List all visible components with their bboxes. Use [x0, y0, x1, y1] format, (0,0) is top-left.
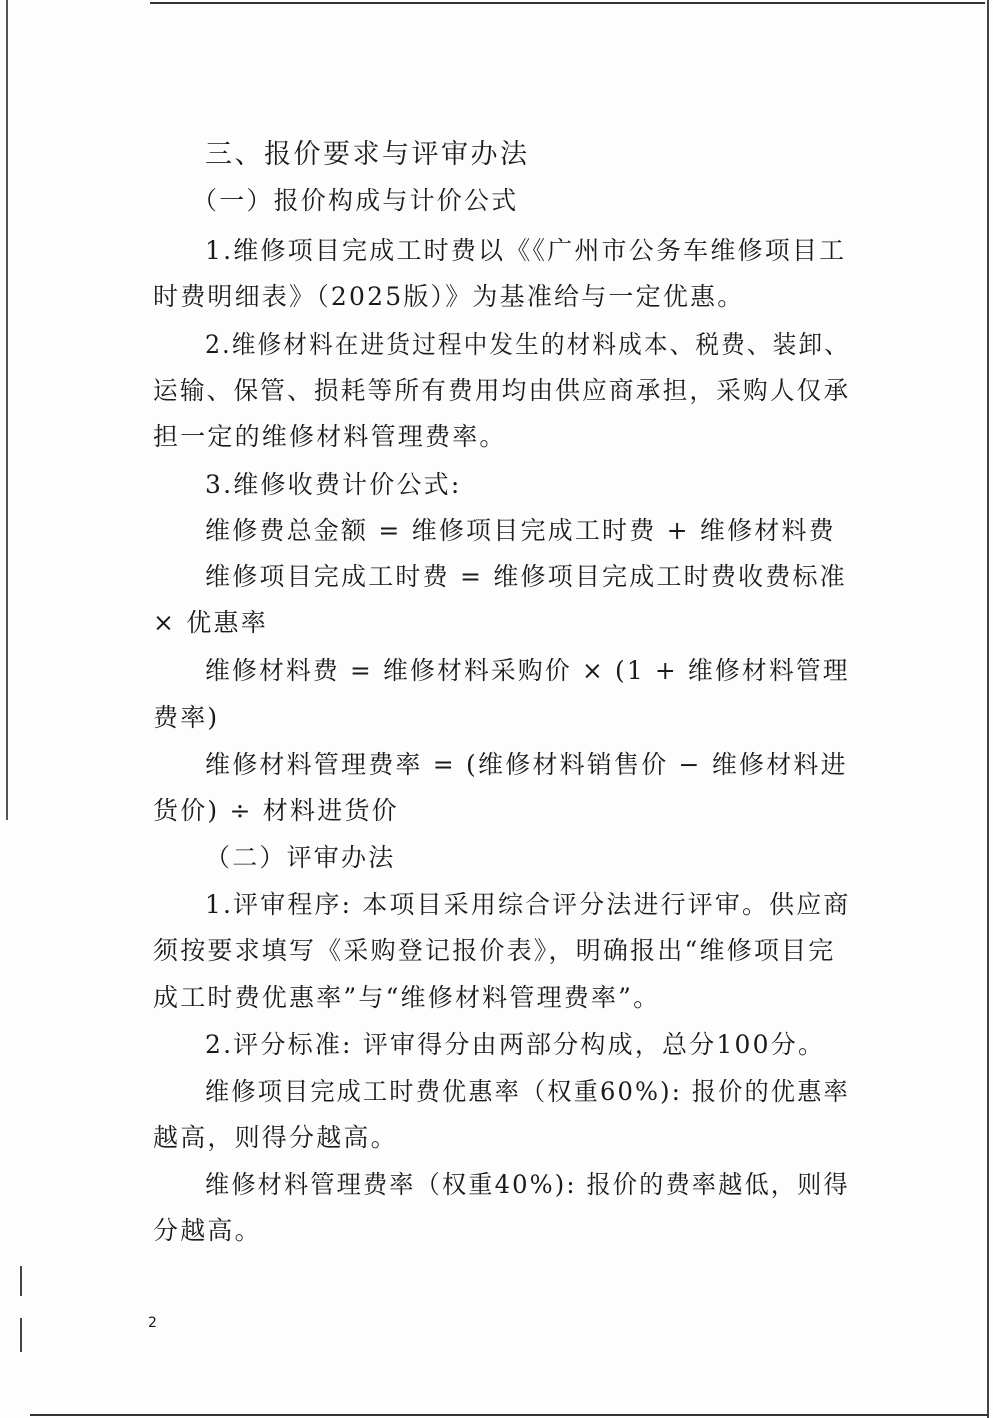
paragraph-line: 维修项目完成工时费优惠率（权重60%): 报价的优惠率: [205, 1077, 850, 1106]
scan-mark: [20, 1266, 22, 1296]
section-heading: 三、报价要求与评审办法: [205, 139, 530, 170]
paragraph-line: 时费明细表》（2025版）》为基准给与一定优惠。: [153, 282, 745, 311]
page-number: 2: [148, 1315, 157, 1331]
formula-line: 货价) ÷ 材料进货价: [153, 796, 399, 825]
subsection-heading-pricing: （一）报价构成与计价公式: [192, 186, 519, 215]
paragraph-line: 维修材料管理费率（权重40%): 报价的费率越低，则得: [205, 1170, 850, 1199]
formula-line: × 优惠率: [153, 608, 268, 637]
paragraph-line: 2.评分标准: 评审得分由两部分构成，总分100分。: [205, 1030, 826, 1059]
paragraph-line: 1.维修项目完成工时费以《《广州市公务车维修项目工: [205, 236, 847, 265]
formula-line: 维修材料管理费率 = (维修材料销售价 − 维修材料进: [205, 750, 848, 779]
scan-edge-bottom: [30, 1414, 988, 1416]
paragraph-line: 运输、保管、损耗等所有费用均由供应商承担，采购人仅承: [153, 376, 851, 405]
paragraph-line: 3.维修收费计价公式:: [205, 470, 462, 499]
formula-line: 维修项目完成工时费 = 维修项目完成工时费收费标准: [205, 562, 847, 591]
paragraph-line: 2.维修材料在进货过程中发生的材料成本、税费、装卸、: [205, 330, 850, 359]
scan-edge-left: [6, 0, 8, 820]
scan-mark: [20, 1318, 22, 1352]
paragraph-line: 担一定的维修材料管理费率。: [153, 422, 507, 451]
paragraph-line: 成工时费优惠率”与“维修材料管理费率”。: [153, 983, 661, 1012]
paragraph-line: 越高，则得分越高。: [153, 1123, 398, 1152]
formula-line: 维修材料费 = 维修材料采购价 × (1 + 维修材料管理: [205, 656, 850, 685]
paragraph-line: 1.评审程序: 本项目采用综合评分法进行评审。供应商: [205, 890, 851, 919]
paragraph-line: 须按要求填写《采购登记报价表》，明确报出“维修项目完: [153, 936, 836, 965]
formula-line: 维修费总金额 = 维修项目完成工时费 + 维修材料费: [205, 516, 836, 545]
subsection-heading-evaluation: （二）评审办法: [205, 843, 396, 872]
scan-edge-right: [987, 0, 989, 1418]
paragraph-line: 分越高。: [153, 1216, 262, 1245]
scan-edge-top: [150, 2, 985, 4]
formula-line: 费率): [153, 703, 220, 732]
